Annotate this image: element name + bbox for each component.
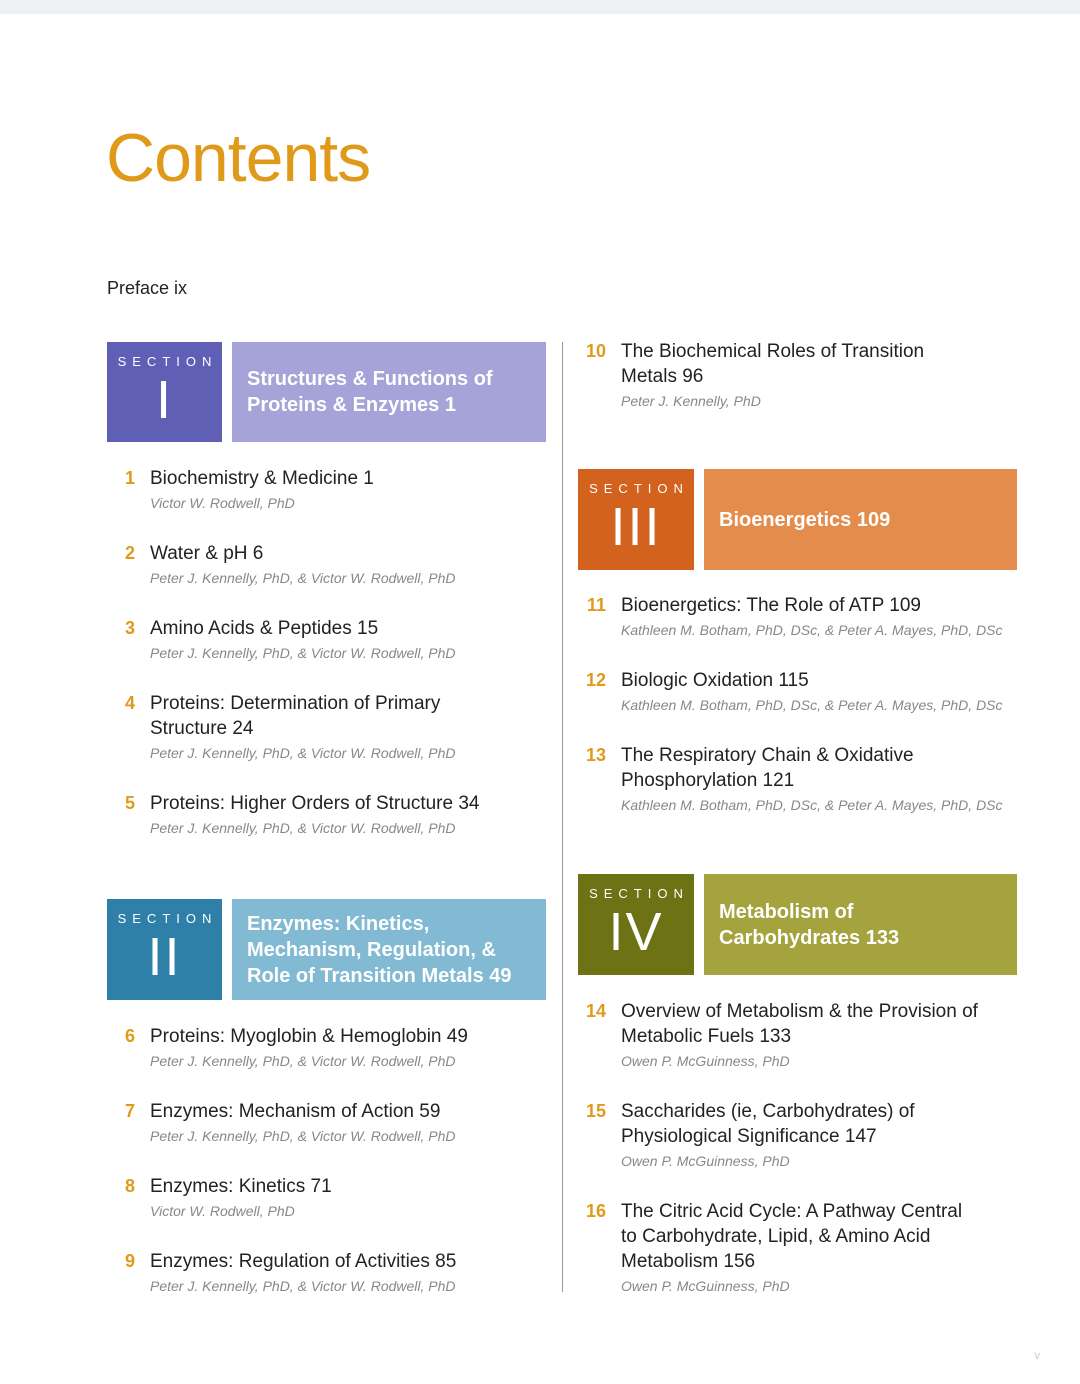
page-title: Contents [106, 120, 371, 196]
section-word: SECTION [117, 911, 218, 926]
section-title-line: Enzymes: Kinetics, [247, 912, 430, 935]
section-numeral: II [147, 927, 182, 987]
section-tag [107, 342, 222, 442]
chapter-title: Proteins: Higher Orders of Structure 34 [150, 793, 480, 814]
chapter-title: The Citric Acid Cycle: A Pathway Central to Carbohydrate, Lipid, & Amino Acid Metabolism 156 [621, 1201, 963, 1272]
chapter-authors: Peter J. Kennelly, PhD, & Victor W. Rodwell, PhD [150, 570, 456, 586]
section-title-line: Proteins & Enzymes 1 [247, 394, 456, 416]
chapter-number: 1 [124, 468, 135, 488]
chapter-authors: Peter J. Kennelly, PhD [621, 393, 761, 409]
chapter-entry [578, 593, 1018, 643]
section-word: SECTION [589, 886, 689, 901]
chapter-entry [107, 791, 547, 841]
chapter-authors: Peter J. Kennelly, PhD, & Victor W. Rodwell, PhD [150, 645, 456, 661]
section-title [232, 342, 546, 442]
section-title [704, 874, 1017, 975]
chapter-title: The Biochemical Roles of Transition Metals 96 [621, 341, 925, 387]
chapter-entry [107, 1099, 547, 1149]
section-title-line: Mechanism, Regulation, & [247, 938, 496, 961]
top-strip [0, 0, 1080, 14]
section-tag [107, 899, 222, 1000]
chapter-title: Overview of Metabolism & the Provision of Metabolic Fuels 133 [621, 1001, 978, 1047]
chapter-number: 7 [124, 1101, 135, 1121]
chapter-number: 11 [586, 595, 606, 615]
section-word: SECTION [117, 354, 218, 369]
chapter-number: 8 [124, 1176, 135, 1196]
chapter-entry [578, 999, 1018, 1074]
chapter-title: Amino Acids & Peptides 15 [150, 618, 379, 639]
chapter-authors: Peter J. Kennelly, PhD, & Victor W. Rodwell, PhD [150, 1128, 456, 1144]
chapter-entry [107, 1249, 547, 1299]
chapter-title: Enzymes: Regulation of Activities 85 [150, 1251, 457, 1272]
chapter-number: 15 [585, 1101, 606, 1121]
chapter-entry [107, 1174, 547, 1224]
chapter-number: 10 [585, 341, 606, 361]
chapter-title: Enzymes: Mechanism of Action 59 [150, 1101, 441, 1122]
chapter-authors: Victor W. Rodwell, PhD [150, 1203, 295, 1219]
section-word: SECTION [589, 481, 689, 496]
section-title-line: Metabolism of [719, 900, 854, 923]
chapter-title: The Respiratory Chain & Oxidative Phosphorylation 121 [621, 745, 914, 791]
chapter-authors: Peter J. Kennelly, PhD, & Victor W. Rodwell, PhD [150, 1278, 456, 1294]
section-numeral: I [155, 370, 173, 430]
chapter-entry [578, 1099, 1018, 1174]
chapter-title: Water & pH 6 [150, 543, 264, 564]
chapter-entry [578, 1199, 1018, 1299]
section-tag [578, 469, 694, 570]
chapter-authors: Peter J. Kennelly, PhD, & Victor W. Rodwell, PhD [150, 745, 456, 761]
section-numeral: IV [608, 902, 664, 962]
chapter-number: 6 [124, 1026, 135, 1046]
chapter-authors: Victor W. Rodwell, PhD [150, 495, 295, 511]
chapter-title: Biologic Oxidation 115 [621, 670, 809, 691]
section-title-line: Role of Transition Metals 49 [247, 964, 512, 987]
chapter-entry [107, 466, 547, 516]
chapter-number: 2 [124, 543, 135, 563]
section-title [232, 899, 546, 1000]
chapter-title: Enzymes: Kinetics 71 [150, 1176, 332, 1197]
chapter-number: 12 [585, 670, 606, 690]
section-tag [578, 874, 694, 975]
chapter-title: Biochemistry & Medicine 1 [150, 468, 374, 489]
page-folio: v [1034, 1350, 1040, 1362]
chapter-authors: Peter J. Kennelly, PhD, & Victor W. Rodwell, PhD [150, 1053, 456, 1069]
section-title [704, 469, 1017, 570]
chapter-number: 14 [585, 1001, 606, 1021]
chapter-authors: Owen P. McGuinness, PhD [621, 1053, 790, 1069]
chapter-title: Proteins: Myoglobin & Hemoglobin 49 [150, 1026, 468, 1047]
chapter-entry [107, 1024, 547, 1074]
section-title-line: Bioenergetics 109 [719, 508, 891, 531]
chapter-number: 5 [124, 793, 135, 813]
chapter-entry [578, 668, 1018, 718]
chapter-title: Proteins: Determination of Primary Structure 24 [150, 693, 441, 739]
section-title-line: Structures & Functions of [247, 368, 493, 390]
chapter-entry [578, 743, 1018, 818]
chapter-title: Saccharides (ie, Carbohydrates) of Physiological Significance 147 [621, 1101, 915, 1147]
chapter-entry [107, 691, 547, 766]
chapter-number: 3 [124, 618, 135, 638]
column-divider [562, 342, 563, 1292]
chapter-authors: Owen P. McGuinness, PhD [621, 1278, 790, 1294]
chapter-authors: Kathleen M. Botham, PhD, DSc, & Peter A. Mayes, PhD, DSc [621, 622, 1003, 638]
chapter-authors: Kathleen M. Botham, PhD, DSc, & Peter A. Mayes, PhD, DSc [621, 797, 1003, 813]
chapter-authors: Kathleen M. Botham, PhD, DSc, & Peter A. Mayes, PhD, DSc [621, 697, 1003, 713]
section-title-line: Carbohydrates 133 [719, 926, 900, 949]
chapter-title: Bioenergetics: The Role of ATP 109 [621, 595, 921, 616]
chapter-number: 4 [124, 693, 135, 713]
chapter-entry [107, 616, 547, 666]
chapter-entry [107, 541, 547, 591]
chapter-entry [578, 339, 1018, 414]
preface-entry: Preface ix [107, 278, 188, 298]
chapter-number: 13 [585, 745, 606, 765]
chapter-number: 16 [585, 1201, 606, 1221]
section-numeral: III [610, 497, 662, 557]
chapter-authors: Owen P. McGuinness, PhD [621, 1153, 790, 1169]
chapter-authors: Peter J. Kennelly, PhD, & Victor W. Rodwell, PhD [150, 820, 456, 836]
chapter-number: 9 [124, 1251, 135, 1271]
